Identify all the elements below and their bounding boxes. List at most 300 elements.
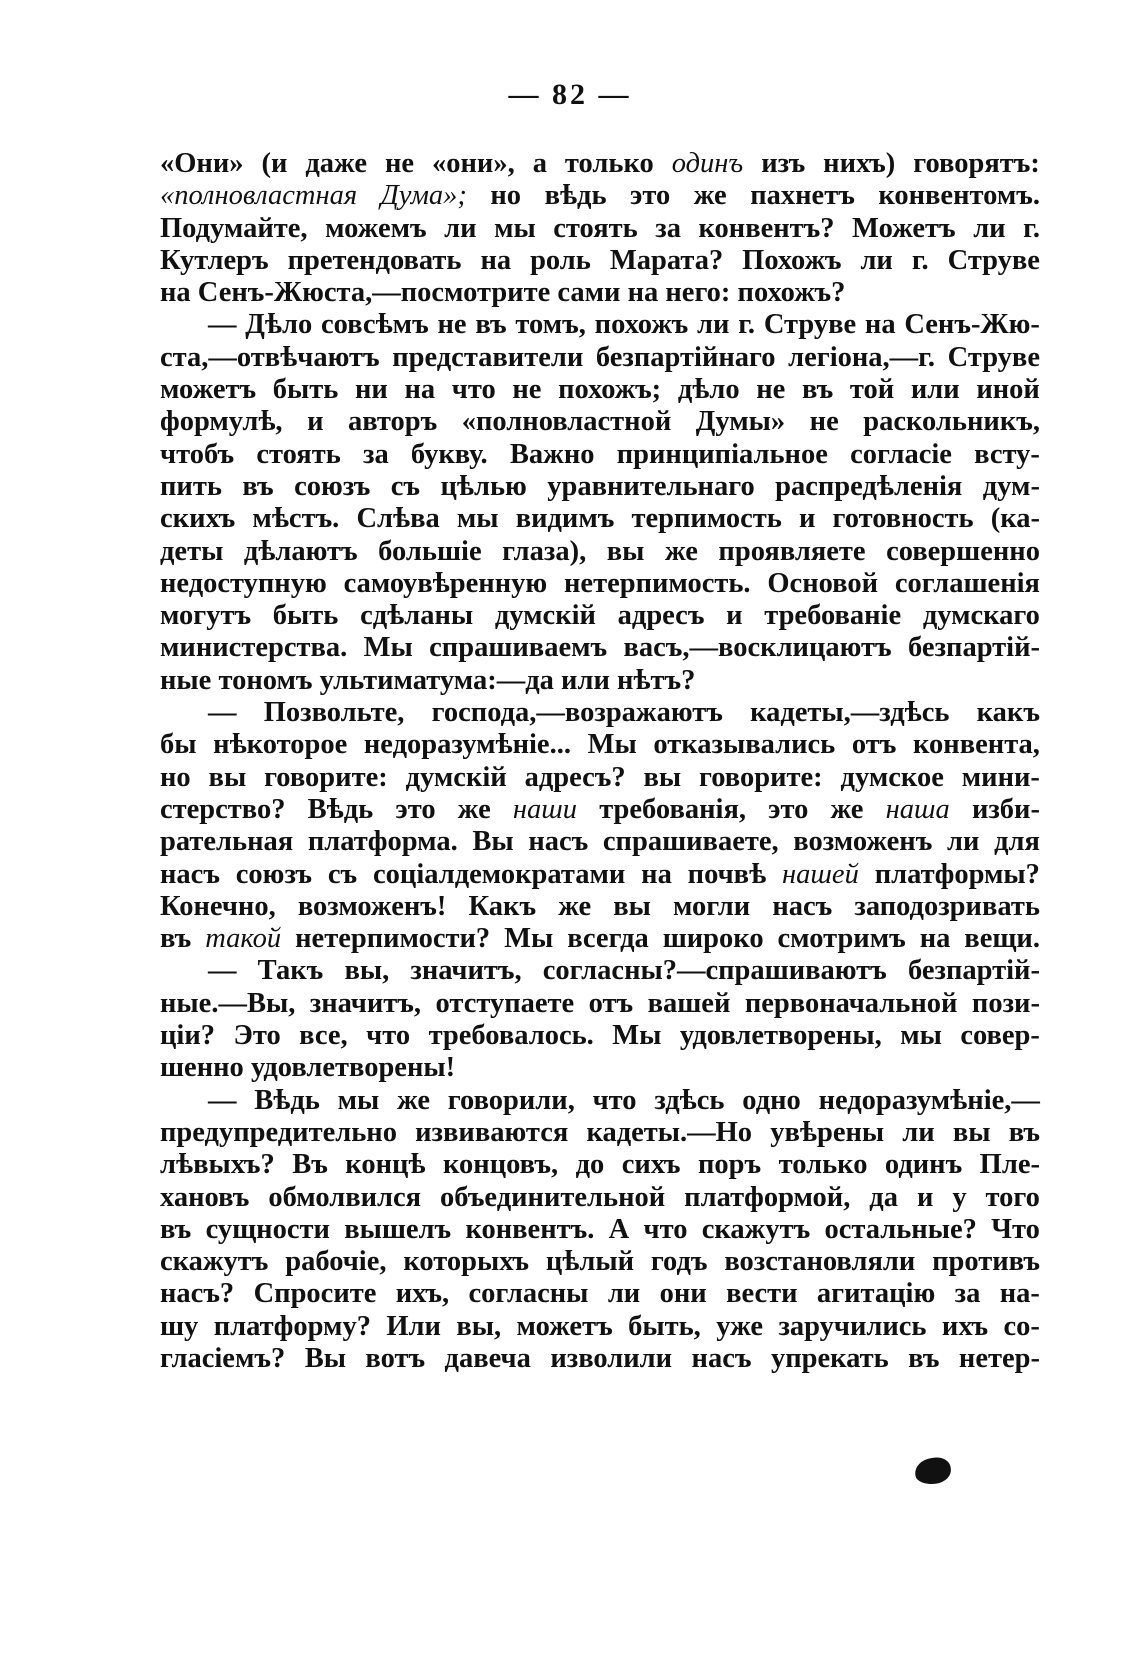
word: нетер- xyxy=(958,1342,1040,1374)
text-line xyxy=(160,1182,1040,1214)
word: той xyxy=(849,374,895,406)
word: ли xyxy=(697,309,730,341)
word: въ xyxy=(801,374,834,406)
word: это xyxy=(395,793,436,825)
word: — xyxy=(208,697,237,729)
word: господа,—возражаютъ xyxy=(431,697,723,729)
word: что xyxy=(592,1084,637,1116)
word: недоразумѣніе... xyxy=(363,729,571,761)
word: гласіемъ? xyxy=(160,1342,286,1374)
word: на xyxy=(864,309,896,341)
word: думскій xyxy=(405,761,507,793)
word: вѣдь xyxy=(544,180,607,212)
word: вы xyxy=(952,1116,991,1148)
word: смотримъ xyxy=(777,923,906,955)
word: же xyxy=(397,1084,431,1116)
word: вышелъ xyxy=(344,1213,452,1245)
word: да xyxy=(869,1181,898,1213)
word: безпартій- xyxy=(908,632,1040,664)
word: что xyxy=(643,1213,688,1245)
word: упрекать xyxy=(770,1342,889,1374)
word: конвентъ? xyxy=(698,212,835,244)
text-line xyxy=(160,665,1040,697)
word: него: xyxy=(665,277,731,309)
word: сущности xyxy=(205,1213,330,1245)
word: г. xyxy=(911,244,929,276)
text-line xyxy=(160,1052,1040,1084)
word: въ xyxy=(160,1213,192,1245)
text-line xyxy=(160,1246,1040,1278)
word: претендовать xyxy=(287,244,462,276)
word: всту- xyxy=(974,438,1040,470)
word: глаза), xyxy=(502,535,587,567)
word: соціалдемократами xyxy=(373,858,626,890)
text-line xyxy=(160,1311,1040,1343)
word: Можетъ xyxy=(852,212,956,244)
word: Похожъ xyxy=(742,244,842,276)
word: ни xyxy=(355,374,388,406)
word: и xyxy=(916,1181,934,1213)
word: одинъ xyxy=(884,1149,963,1181)
word: на xyxy=(404,374,436,406)
word: Это xyxy=(233,1020,281,1052)
word: требованія, xyxy=(599,793,746,825)
word: стоять xyxy=(553,212,638,244)
word: нашей xyxy=(782,858,859,890)
word: за xyxy=(363,438,389,470)
word: но xyxy=(160,761,191,793)
word: ные xyxy=(160,664,212,696)
word: тономъ xyxy=(218,664,313,696)
word: они xyxy=(659,1278,707,1310)
text-line xyxy=(160,1149,1040,1181)
word: можетъ xyxy=(516,1310,613,1342)
text-line xyxy=(160,1214,1040,1246)
word: на- xyxy=(999,1278,1040,1310)
word: мы xyxy=(456,503,499,535)
word: васъ,—восклицаютъ xyxy=(623,632,892,664)
text-line xyxy=(160,1278,1040,1310)
word: быть xyxy=(272,600,339,632)
word: шу xyxy=(160,1310,199,1342)
word: адресъ xyxy=(617,600,705,632)
word: Струве xyxy=(947,341,1040,373)
word: конвента, xyxy=(913,729,1040,761)
word: а xyxy=(532,148,547,179)
word: изъ xyxy=(761,148,806,179)
word: вотъ xyxy=(365,1342,426,1374)
word: принципіальное xyxy=(616,438,828,470)
word: говорите: xyxy=(699,761,823,793)
word: сихъ xyxy=(621,1149,681,1181)
text-line xyxy=(160,923,1040,955)
word: скажутъ xyxy=(160,1246,269,1278)
text-line xyxy=(160,762,1040,794)
word: что xyxy=(451,374,496,406)
word: лѣвыхъ? xyxy=(160,1149,275,1181)
word: Позвольте, xyxy=(263,697,405,729)
word: мы xyxy=(494,212,536,244)
word: Или xyxy=(386,1310,441,1342)
word: пози- xyxy=(971,987,1040,1019)
word: въ xyxy=(908,1342,940,1374)
word: въ xyxy=(160,923,192,955)
word: широко xyxy=(662,923,764,955)
word: могутъ xyxy=(160,600,252,632)
word: думское xyxy=(840,761,944,793)
word: обмолвился xyxy=(268,1181,422,1213)
word: наши xyxy=(512,793,578,825)
word: похожъ xyxy=(594,309,689,341)
word: дѣло xyxy=(677,374,740,406)
word: платформой, xyxy=(684,1181,851,1213)
word: безпартійнаго xyxy=(595,341,776,373)
word: объединительной xyxy=(440,1181,666,1213)
word: конвентъ. xyxy=(465,1213,595,1245)
word: Думы» xyxy=(695,406,786,438)
word: требованіе xyxy=(764,600,902,632)
word: мы xyxy=(337,1084,380,1116)
word: не xyxy=(384,148,415,179)
word: уже xyxy=(716,1310,764,1342)
word: Вы xyxy=(472,826,514,858)
word: Мы xyxy=(612,1020,662,1052)
text-line xyxy=(160,891,1040,923)
word: ные.—Вы, xyxy=(160,987,296,1019)
text-line xyxy=(160,1343,1040,1375)
word: кадеты.—Но xyxy=(586,1116,753,1148)
word: рательная xyxy=(160,826,294,858)
word: и xyxy=(798,503,816,535)
text-line xyxy=(160,536,1040,568)
word: у xyxy=(952,1181,967,1213)
word: согласны?—спрашиваютъ xyxy=(542,955,887,987)
word: Вѣдь xyxy=(254,1084,320,1116)
word: самоувѣренную xyxy=(343,567,548,599)
word: концовъ, xyxy=(443,1149,559,1181)
word: мѣстъ. xyxy=(252,503,340,535)
word: ціи? xyxy=(160,1020,216,1052)
word: что xyxy=(366,1020,411,1052)
ink-blot xyxy=(913,1456,952,1487)
word: вы xyxy=(606,535,645,567)
word: со- xyxy=(1003,1310,1040,1342)
text-line xyxy=(160,309,1040,341)
word: агитацію xyxy=(816,1278,936,1310)
word: сдѣланы xyxy=(360,600,474,632)
word: Дѣло xyxy=(245,309,313,341)
word: вы xyxy=(643,761,682,793)
word: поръ xyxy=(698,1149,762,1181)
word: Какъ xyxy=(468,890,537,922)
word: противъ xyxy=(932,1246,1040,1278)
word: хановъ xyxy=(160,1181,250,1213)
word: говорятъ: xyxy=(913,148,1040,179)
word: роль xyxy=(530,244,591,276)
word: недоступную xyxy=(160,567,327,599)
word: концѣ xyxy=(345,1149,426,1181)
word: г. xyxy=(738,309,756,341)
word: возможенъ xyxy=(793,826,933,858)
word: и xyxy=(726,600,743,632)
word: здѣсь xyxy=(654,1084,725,1116)
word: иной xyxy=(976,374,1040,406)
text-line xyxy=(160,471,1040,503)
word: ли xyxy=(902,1116,935,1148)
text-line xyxy=(160,794,1040,826)
text-line xyxy=(160,729,1040,761)
word: Струве xyxy=(763,309,857,341)
word: въ xyxy=(475,309,507,341)
word: это xyxy=(630,180,671,212)
word: Въ xyxy=(292,1149,328,1181)
word: Сенъ-Жю- xyxy=(904,309,1040,341)
word: дум- xyxy=(982,470,1040,502)
word: Основой xyxy=(767,567,879,599)
word: стоять xyxy=(256,438,341,470)
word: на xyxy=(627,277,659,309)
word: «они», xyxy=(432,148,515,179)
word: адресъ? xyxy=(524,761,626,793)
word: пахнетъ xyxy=(750,180,855,212)
word: Сенъ-Жюста,—посмотрите xyxy=(197,277,551,309)
word: большіе xyxy=(378,535,482,567)
word: согласіе xyxy=(850,438,952,470)
word: до xyxy=(575,1149,605,1181)
word: на xyxy=(480,244,512,276)
word: не xyxy=(756,374,786,406)
word: вы xyxy=(208,761,247,793)
word: думскаго xyxy=(922,600,1040,632)
word: отъ xyxy=(588,987,634,1019)
word: раскольникъ, xyxy=(863,406,1040,438)
word: значитъ, xyxy=(309,987,422,1019)
word: видимъ xyxy=(515,503,615,535)
word: на xyxy=(919,923,951,955)
word: говорили, xyxy=(447,1084,575,1116)
word: дѣлаютъ xyxy=(243,535,358,567)
word: Марата? xyxy=(609,244,724,276)
word: насъ xyxy=(160,858,220,890)
word: Кутлеръ xyxy=(160,244,269,276)
word: думскій xyxy=(494,600,596,632)
word: быть, xyxy=(628,1310,701,1342)
word: легіона,—г. xyxy=(788,341,936,373)
word: недоразумѣніе,— xyxy=(818,1084,1040,1116)
word: насъ xyxy=(528,826,589,858)
word: Дума»; xyxy=(380,180,467,212)
word: «Они» xyxy=(160,148,244,179)
word: это xyxy=(768,793,809,825)
word: заподозривать xyxy=(854,890,1040,922)
word: томъ, xyxy=(515,309,586,341)
word: совершенно xyxy=(886,535,1040,567)
word: не xyxy=(512,374,542,406)
word: Вы xyxy=(304,1342,346,1374)
word: нѣтъ? xyxy=(617,664,696,696)
text-line xyxy=(160,406,1040,438)
word: формулѣ, xyxy=(160,406,283,438)
word: министерства. xyxy=(160,632,348,664)
word: ли xyxy=(607,1278,641,1310)
word: одинъ xyxy=(671,148,744,179)
word: совсѣмъ xyxy=(320,309,429,341)
word: — xyxy=(208,955,237,987)
word: быть xyxy=(272,374,339,406)
word: почвѣ xyxy=(687,858,767,890)
word: же xyxy=(558,890,592,922)
word: вашей xyxy=(647,987,731,1019)
word: отказывались xyxy=(653,729,836,761)
word: нетерпимости? xyxy=(295,923,491,955)
word: ли xyxy=(444,212,477,244)
word: возможенъ! xyxy=(297,890,447,922)
word: скихъ xyxy=(160,503,236,535)
word: удовлетворены! xyxy=(250,1052,456,1084)
word: безпартій- xyxy=(907,955,1040,987)
word: вы xyxy=(613,890,651,922)
word: распредѣленія xyxy=(775,470,963,502)
word: соглашенія xyxy=(894,567,1040,599)
word: для xyxy=(994,826,1040,858)
word: «полновластная xyxy=(160,180,358,212)
word: платформы? xyxy=(874,858,1040,890)
word: насъ xyxy=(772,890,833,922)
word: (и xyxy=(261,148,288,179)
text-line xyxy=(160,859,1040,891)
word: похожъ; xyxy=(558,374,662,406)
word: вы, xyxy=(344,955,390,987)
word: того xyxy=(985,1181,1040,1213)
word: платформа. xyxy=(307,826,458,858)
word: конвентомъ. xyxy=(878,180,1040,212)
word: совер- xyxy=(960,1020,1040,1052)
word: г. xyxy=(1023,212,1040,244)
word: ихъ, xyxy=(395,1278,450,1310)
text-line xyxy=(160,148,1040,180)
text-line xyxy=(160,568,1040,600)
word: — xyxy=(208,1084,237,1116)
word: не xyxy=(809,406,839,438)
word: Слѣва xyxy=(356,503,440,535)
word: остальные? xyxy=(824,1213,977,1245)
word: могли xyxy=(673,890,751,922)
word: цѣлый xyxy=(545,1246,634,1278)
word: значитъ, xyxy=(410,955,522,987)
word: же xyxy=(457,793,491,825)
word: проявляете xyxy=(718,535,866,567)
word: вы, xyxy=(456,1310,502,1342)
word: же xyxy=(830,793,864,825)
word: но xyxy=(490,180,522,212)
word: заручились xyxy=(778,1310,927,1342)
word: спрашиваемъ xyxy=(429,632,608,664)
text-line xyxy=(160,374,1040,406)
word: деты xyxy=(160,535,224,567)
word: извиваются xyxy=(415,1116,569,1148)
word: предупредительно xyxy=(160,1116,397,1148)
word: на xyxy=(160,277,191,309)
text-line xyxy=(160,697,1040,729)
text-line xyxy=(160,632,1040,664)
word: требовалось. xyxy=(428,1020,594,1052)
word: цѣлью xyxy=(440,470,527,502)
word: нетерпимость. xyxy=(564,567,751,599)
word: которыхъ xyxy=(403,1246,529,1278)
word: такой xyxy=(205,923,282,955)
word: можемъ xyxy=(325,212,427,244)
word: на xyxy=(641,858,672,890)
word: отступаете xyxy=(435,987,575,1019)
word: шенно xyxy=(160,1052,244,1084)
word: же xyxy=(664,535,698,567)
word: въ xyxy=(1008,1116,1040,1148)
word: ли xyxy=(860,244,893,276)
word: вести xyxy=(726,1278,798,1310)
word: всегда xyxy=(567,923,649,955)
word: вещи. xyxy=(964,923,1040,955)
word: давеча xyxy=(444,1342,531,1374)
word: ультиматума:—да xyxy=(319,664,554,696)
word: А xyxy=(608,1213,630,1245)
word: только xyxy=(778,1149,868,1181)
word: отъ xyxy=(851,729,897,761)
word: союзъ xyxy=(294,470,371,502)
word: мы xyxy=(900,1020,942,1052)
word: терпимость xyxy=(631,503,782,535)
word: Мы xyxy=(504,923,554,955)
word: удовлетворены, xyxy=(679,1020,882,1052)
word: возстановляли xyxy=(724,1246,916,1278)
word: букву. xyxy=(410,438,488,470)
word: за xyxy=(954,1278,981,1310)
word: «полновластной xyxy=(461,406,672,438)
word: Спросите xyxy=(253,1278,377,1310)
word: даже xyxy=(305,148,367,179)
word: ста,—отвѣчаютъ xyxy=(160,341,380,373)
word: Мы xyxy=(587,729,637,761)
word: скажутъ xyxy=(701,1213,811,1245)
word: (ка- xyxy=(990,503,1040,535)
word: только xyxy=(564,148,654,179)
word: представители xyxy=(392,341,584,373)
word: нихъ) xyxy=(823,148,896,179)
word: ли xyxy=(947,826,980,858)
word: одно xyxy=(742,1084,801,1116)
word: Струве xyxy=(947,244,1040,276)
word: съ xyxy=(327,858,358,890)
word: наша xyxy=(885,793,950,825)
word: Конечно, xyxy=(160,890,276,922)
word: нѣкоторое xyxy=(213,729,348,761)
word: Важно xyxy=(509,438,595,470)
word: Вѣдь xyxy=(307,793,374,825)
word: бы xyxy=(160,729,197,761)
word: говорите: xyxy=(264,761,388,793)
word: за xyxy=(655,212,681,244)
text-line xyxy=(160,277,1040,309)
word: сами xyxy=(557,277,621,309)
text-line xyxy=(160,988,1040,1020)
word: не xyxy=(437,309,467,341)
word: изволили xyxy=(550,1342,673,1374)
text-line xyxy=(160,439,1040,471)
text-line xyxy=(160,826,1040,858)
word: похожъ? xyxy=(737,277,846,309)
word: кадеты,—здѣсь xyxy=(750,697,950,729)
word: спрашиваете, xyxy=(602,826,779,858)
word: авторъ xyxy=(347,406,438,438)
